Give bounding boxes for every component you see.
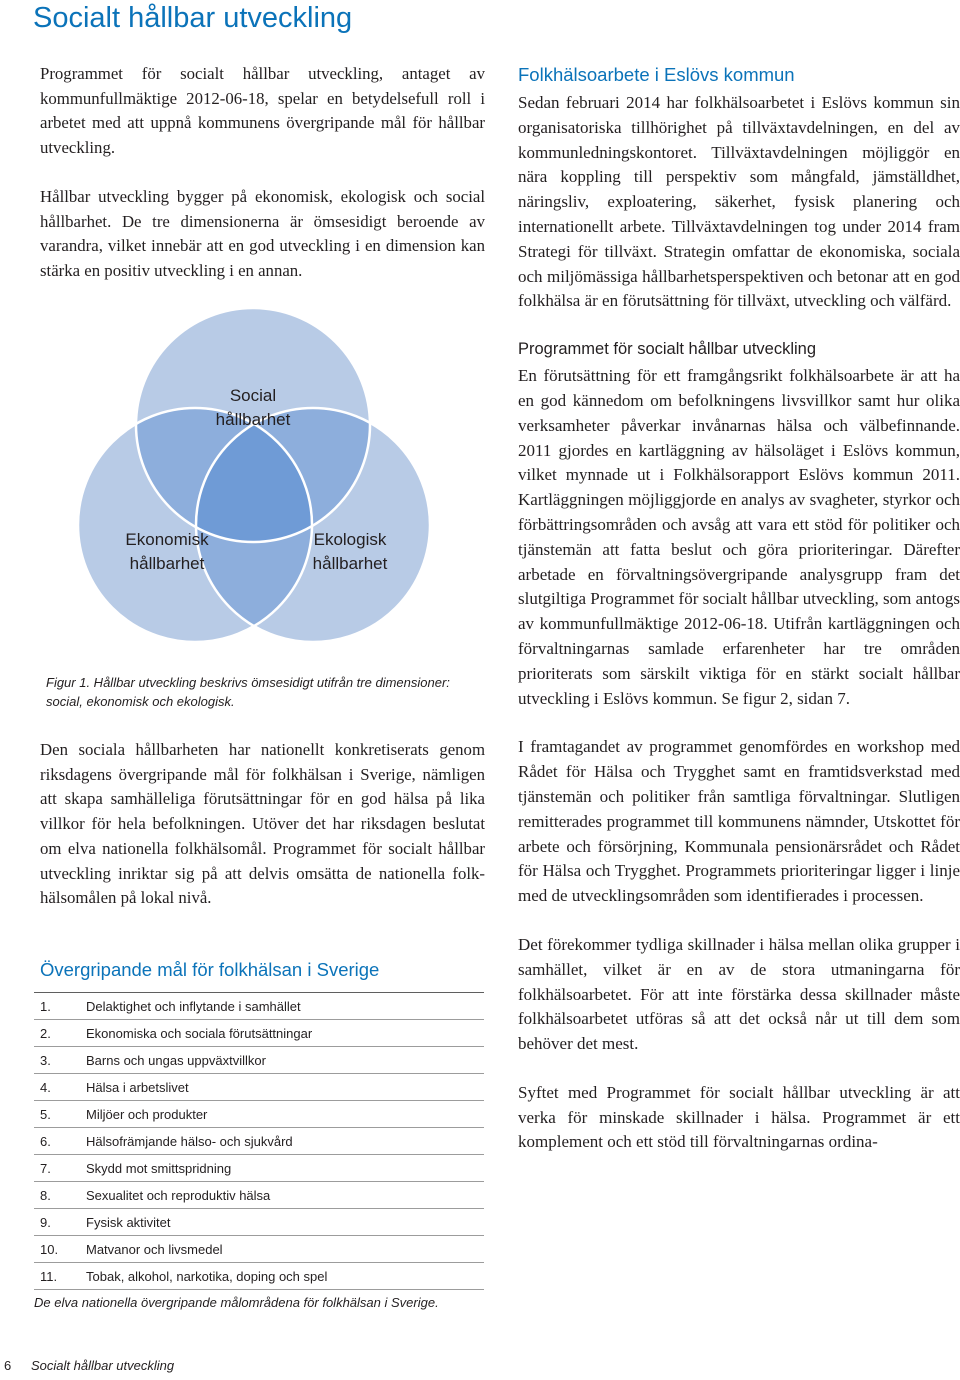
venn-diagram-figure: [40, 300, 485, 712]
economic-label-line2: hållbarhet: [129, 554, 205, 573]
goal-item: [34, 1074, 484, 1101]
goal-text: Matvanor och livsmedel: [86, 1241, 223, 1257]
right-paragraph-1: Sedan februari 2014 har folkhälsoarbetet i Eslövs kommun sin organisatoriska tillhörighet på tillväxtavdelningen, en del av kommunledningskontoret. Tillväxtavdelningen möjliggör en nära koppling till perspektiv som mångfald, jämställdhet, näringsliv, exploatering, säkerhet, fysisk planering och internationellt arbete. Tillväxtavdelningen tog under 2014 fram Strategi för tillväxt. Strategin omfattar de ekonomiska, sociala och miljömässiga hållbarhetsperspektiven och betonar att en god folkhälsa är en förutsättning för tillväxt, utveckling och välfärd.: [518, 93, 960, 311]
goal-item: [34, 1047, 484, 1074]
right-paragraph-5: Syftet med Programmet för socialt hållbar utveckling är att verka för minskade skillnader i hälsa. Programmet är ett komplement och ett stöd till förvaltningarnas ordina-: [518, 1082, 960, 1152]
goal-number: 2.: [40, 1025, 51, 1041]
goal-item: [34, 1128, 484, 1155]
ecological-label-line2: hållbarhet: [312, 554, 388, 573]
goal-item: [34, 1182, 484, 1209]
right-paragraph-3: I framtagandet av programmet genomfördes en workshop med Rådet för Hälsa och Trygghet samt en framtidsverkstad med tjänstemän och politiker från samtliga förvaltningar. Slutligen remitterades programmet till kommunens nämnder, Utskottet för arbete och försörjning, Kommunala pensionärsrådet och Rådet för Hälsa och Trygghet. Programmets prioriteringar ligger i linje med de utvecklingsområden som identifierades i processen.: [518, 737, 960, 906]
goal-text: Ekonomiska och sociala förutsättningar: [86, 1025, 313, 1041]
goal-text: Barns och ungas uppväxtvillkor: [86, 1052, 266, 1068]
intro-paragraph-1: Programmet för socialt hållbar utveckling, antaget av kommunfullmäktige 2012-06-18, spelar en betydelsefull roll i arbetet med att uppnå kommunens övergripande mål för hållbar utveckling.: [40, 64, 485, 158]
goal-item: [34, 993, 484, 1020]
figure-caption: Figur 1. Hållbar utveckling beskrivs ömsesidigt utifrån tre dimensioner: social, ekonomisk och ekologisk.: [46, 675, 450, 709]
goal-number: 6.: [40, 1133, 51, 1149]
goals-heading: Övergripande mål för folkhälsan i Sverige: [40, 959, 380, 980]
goal-number: 9.: [40, 1214, 51, 1230]
goal-item: [34, 1209, 484, 1236]
goal-item: [34, 1236, 484, 1263]
goal-text: Fysisk aktivitet: [86, 1214, 171, 1230]
goal-number: 8.: [40, 1187, 51, 1203]
goals-caption: De elva nationella övergripande målområdena för folkhälsan i Sverige.: [34, 1295, 439, 1310]
goal-number: 10.: [40, 1241, 59, 1257]
economic-label-line1: Ekonomisk: [125, 530, 209, 549]
right-column: [518, 62, 960, 1155]
goal-text: Hälsa i arbetslivet: [86, 1079, 189, 1095]
national-goals-paragraph: Den sociala hållbarheten har nationellt konkretiserats genom riksdagens övergripande mål för folkhälsan i Sverige, nämligen att skapa samhälleliga förutsättningar för en god hälsa på lika villkor för hela befolkningen. Utöver det har riksdagen beslutat om elva nationella folkhälsomål. Programmet för socialt hållbar utveckling inriktar sig på att delvis omsätta de nationella folkhälsomålen på lokal nivå.: [40, 740, 485, 908]
goal-number: 1.: [40, 998, 51, 1014]
right-paragraph-4: Det förekommer tydliga skillnader i hälsa mellan olika grupper i samhället, vilket är en av de stora utmaningarna för folkhälsoarbetet. För att inte förstärka dessa skillnader måste folkhälsoarbetet utföras så att det också når ut till dem som behöver det mest.: [518, 934, 960, 1054]
goal-text: Tobak, alkohol, narkotika, doping och spel: [86, 1268, 328, 1284]
goals-list: [34, 992, 484, 1290]
goal-text: Hälsofrämjande hälso- och sjukvård: [86, 1133, 293, 1149]
goal-number: 3.: [40, 1052, 51, 1068]
ecological-label-line1: Ekologisk: [313, 530, 387, 549]
goal-text: Delaktighet och inflytande i samhället: [86, 998, 301, 1014]
social-label-line1: Social: [229, 386, 277, 405]
page-title: Socialt hållbar utveckling: [33, 2, 353, 34]
right-paragraph-2: En förutsättning för ett framgångsrikt folkhälsoarbete är att ha en god kännedom om befolkningens livsvillkor samt hur olika verksamheter påverkar invånarnas hälsa och välbefinnande. 2011 gjordes en kartläggning av hälsoläget i Eslövs kommun, vilket mynnade ut i Folkhälsorapport Eslövs kommun 2011. Kartläggningen möjliggjorde en analys av svagheter, styrkor och förbättringsområden och avsåg att vara ett stöd för politiker och tjänstemän att fatta beslut och göra prioriteringar. Därefter arbetade en förvaltningsövergripande analysgrupp fram det slutgiltiga Programmet för socialt hållbar utveckling, som antogs av kommunfullmäktige 2012-06-18. Utifrån kartläggningen och förvaltningarnas samlade erfarenheter har tre områden prioriterats som särskilt viktiga för en stärkt socialt hållbar utveckling i Eslövs kommun. Se figur 2, sidan 7.: [518, 366, 960, 708]
goal-number: 5.: [40, 1106, 51, 1122]
intro-paragraph-2: Hållbar utveckling bygger på ekonomisk, ekologisk och social hållbarhet. De tre dimensionerna är ömsesidigt beroende av varandra, vilket innebär att en god utveckling i en dimension kan stärka en positiv utveckling i en annan.: [40, 186, 485, 280]
goal-text: Miljöer och produkter: [86, 1106, 208, 1122]
goal-item: [34, 1101, 484, 1128]
goal-text: Sexualitet och reproduktiv hälsa: [86, 1187, 271, 1203]
venn-diagram: [40, 300, 485, 680]
left-column-lower: [40, 738, 485, 911]
goal-item: [34, 1020, 484, 1047]
goal-text: Skydd mot smittspridning: [86, 1160, 232, 1176]
running-title: Socialt hållbar utveckling: [31, 1358, 175, 1373]
program-subheading: Programmet för socialt hållbar utveckling: [518, 340, 817, 359]
social-label-line2: hållbarhet: [215, 410, 291, 429]
left-column: [40, 62, 485, 284]
goal-item: [34, 1155, 484, 1182]
goal-number: 7.: [40, 1160, 51, 1176]
goal-number: 11.: [40, 1268, 58, 1284]
right-heading: Folkhälsoarbete i Eslövs kommun: [518, 64, 795, 85]
page-number: 6: [4, 1358, 12, 1373]
goal-item: [34, 1263, 484, 1290]
goal-number: 4.: [40, 1079, 51, 1095]
